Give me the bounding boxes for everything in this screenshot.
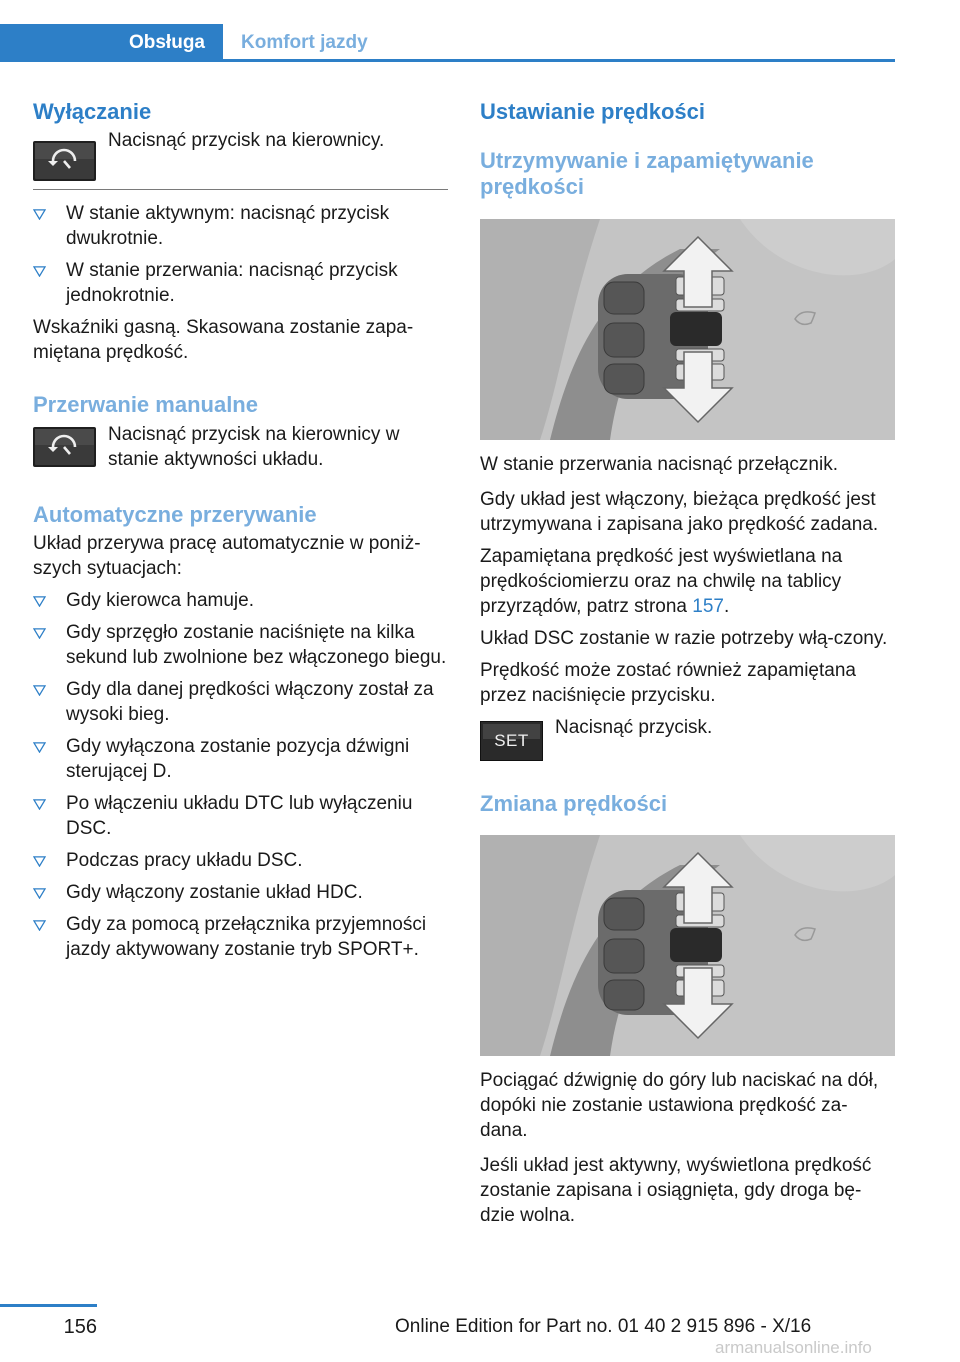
section-title-zmiana-predkosci: Zmiana prędkości [480, 791, 668, 816]
cruise-control-button-icon [33, 141, 96, 181]
list-item: Gdy sprzęgło zostanie naciśnięte na kilka sekund lub zwolnione bez włączonego biegu. [33, 620, 448, 670]
list-item: Gdy kierowca hamuje. [33, 588, 448, 613]
list-item: W stanie przerwania: nacisnąć przycisk jednokrotnie. [33, 258, 448, 308]
paragraph: Układ DSC zostanie w razie potrzeby włą‐czony. [480, 628, 888, 649]
instruction-text: Nacisnąć przycisk. [555, 717, 713, 738]
triangle-bullet-icon [33, 596, 46, 607]
list-item: Gdy za pomocą przełącznika przyjemności jazdy aktywowany zostanie tryb SPORT+. [33, 912, 448, 962]
tab-obsluga[interactable]: Obsługa [0, 24, 223, 60]
section-title-przerwanie-manualne: Przerwanie manualne [33, 392, 258, 417]
triangle-bullet-icon [33, 685, 46, 696]
instruction-text: Nacisnąć przycisk na kierownicy. [108, 130, 385, 151]
page-number-divider [0, 1304, 97, 1307]
paragraph: Zapamiętana prędkość jest wyświetlana na prędkościomierzu oraz na chwilę na tablicy przyrządów, patrz strona 157. [480, 546, 843, 617]
instruction-text: Nacisnąć przycisk na kierownicy w stanie aktywności układu. [108, 424, 400, 470]
section-title-utrzymywanie: Utrzymywanie i zapamiętywanie prędkości [480, 148, 814, 199]
triangle-bullet-icon [33, 799, 46, 810]
page-number: 156 [63, 1316, 97, 1338]
page-header [0, 24, 895, 62]
section-title-ustawianie-predkosci: Ustawianie prędkości [480, 99, 705, 124]
paragraph: Wskaźniki gasną. Skasowana zostanie zapa‐miętana prędkość. [33, 317, 414, 363]
set-button-label: SET [494, 731, 529, 750]
paragraph: Jeśli układ jest aktywny, wyświetlona prędkość zostanie zapisana i osiągnięta, gdy droga bę‐dzie wolna. [480, 1155, 872, 1226]
triangle-bullet-icon [33, 266, 46, 277]
bullet-list [33, 588, 448, 962]
left-column [33, 98, 448, 962]
triangle-bullet-icon [33, 888, 46, 899]
paragraph: Gdy układ jest włączony, bieżąca prędkość jest utrzymywana i zapisana jako prędkość zadana. [480, 489, 879, 535]
watermark: armanualsonline.info [715, 1338, 872, 1357]
set-button-icon [480, 721, 543, 761]
bullet-list [33, 201, 448, 308]
header-divider [0, 59, 895, 62]
list-item: Podczas pracy układu DSC. [33, 848, 448, 873]
triangle-bullet-icon [33, 856, 46, 867]
button-instruction-row [480, 718, 895, 761]
page-reference-link[interactable]: 157 [692, 596, 724, 617]
paragraph: Układ przerywa pracę automatycznie w poniż‐szych sytuacjach: [33, 533, 421, 579]
button-instruction-row [33, 130, 448, 181]
list-item: W stanie aktywnym: nacisnąć przycisk dwukrotnie. [33, 201, 448, 251]
triangle-bullet-icon [33, 920, 46, 931]
right-column [480, 98, 895, 1228]
triangle-bullet-icon [33, 628, 46, 639]
list-item: Gdy wyłączona zostanie pozycja dźwigni sterującej D. [33, 734, 448, 784]
edition-note: Online Edition for Part no. 01 40 2 915 896 - X/16 [395, 1316, 812, 1337]
cruise-control-button-icon [33, 427, 96, 467]
divider [33, 189, 448, 190]
triangle-bullet-icon [33, 209, 46, 220]
triangle-bullet-icon [33, 742, 46, 753]
steering-wheel-illustration [480, 219, 895, 440]
list-item: Po włączeniu układu DTC lub wyłączeniu DSC. [33, 791, 448, 841]
list-item: Gdy włączony zostanie układ HDC. [33, 880, 448, 905]
paragraph: Prędkość może zostać również zapamiętana przez naciśnięcie przycisku. [480, 660, 856, 706]
steering-wheel-illustration [480, 835, 895, 1056]
button-instruction-row [33, 424, 448, 472]
section-title-wylaczanie: Wyłączanie [33, 99, 152, 124]
section-title-automatyczne-przerywanie: Automatyczne przerywanie [33, 502, 317, 527]
paragraph: W stanie przerwania nacisnąć przełącznik. [480, 454, 838, 475]
tab-komfort-jazdy[interactable]: Komfort jazdy [241, 32, 368, 53]
paragraph: Pociągać dźwignię do góry lub naciskać na dół, dopóki nie zostanie ustawiona prędkość za‐dana. [480, 1070, 879, 1141]
list-item: Gdy dla danej prędkości włączony został za wysoki bieg. [33, 677, 448, 727]
